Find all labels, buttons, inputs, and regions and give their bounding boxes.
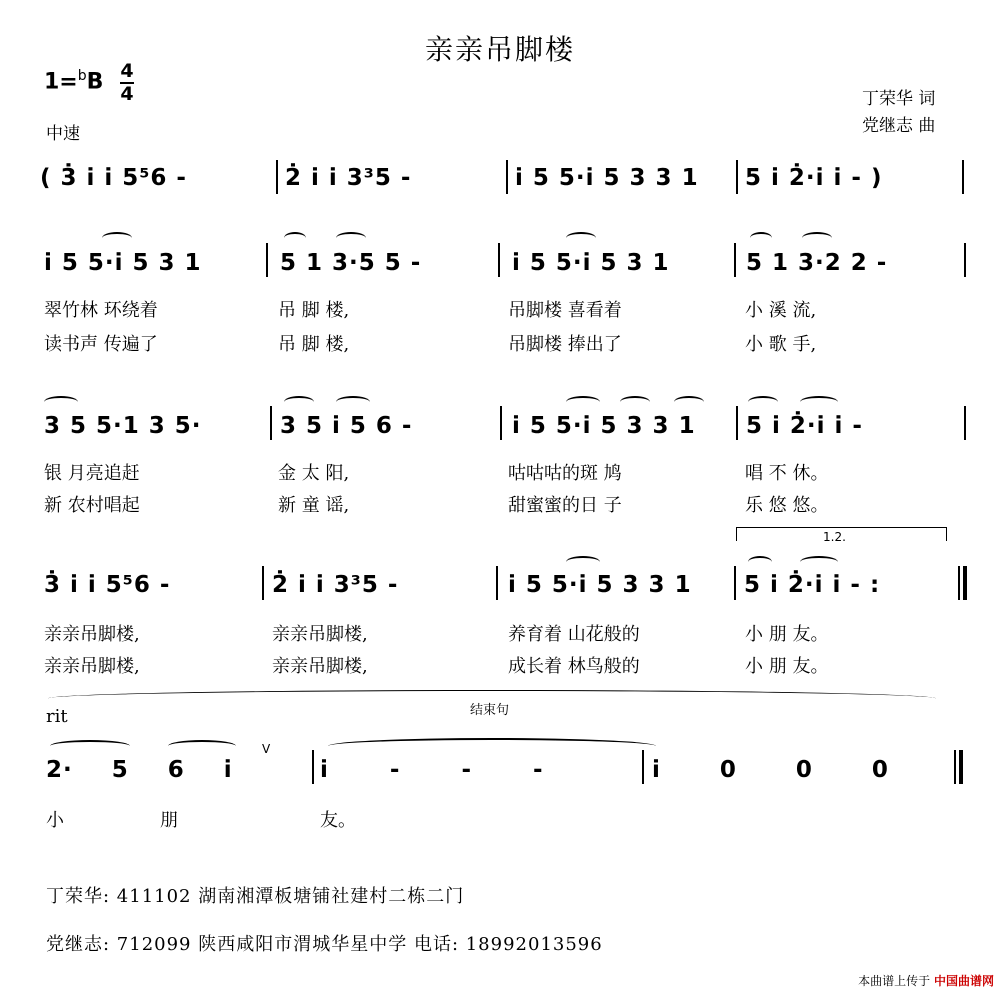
- volta-bracket-line: [736, 527, 946, 528]
- song-title: 亲亲吊脚楼: [424, 33, 575, 66]
- rit-marking: rit: [46, 706, 68, 727]
- slur: [800, 396, 838, 408]
- lyric: 银 月亮追赶: [44, 463, 140, 484]
- barline: [276, 160, 278, 194]
- volta-bracket-left: [736, 527, 737, 541]
- slur: [674, 396, 704, 408]
- barline: [734, 243, 736, 277]
- slur: [284, 396, 314, 408]
- lyric: 小 朋 友。: [745, 656, 829, 677]
- lyric: 成长着 林鸟般的: [508, 656, 640, 677]
- barline: [964, 406, 966, 440]
- key-signature: [44, 68, 103, 94]
- lyric: 亲亲吊脚楼,: [272, 656, 368, 677]
- key-prefix: 1=: [44, 69, 78, 95]
- barline: [262, 566, 264, 600]
- tie: [328, 738, 656, 754]
- slur: [102, 232, 132, 244]
- barline: [500, 406, 502, 440]
- tempo-marking: 中速: [46, 124, 80, 144]
- breath-mark: V: [262, 742, 271, 756]
- lyric: 甜蜜蜜的日 子: [508, 495, 622, 516]
- barline: [312, 750, 314, 784]
- slur: [50, 740, 130, 752]
- lyric: 新 农村唱起: [44, 495, 140, 516]
- lyric: 乐 悠 悠。: [745, 495, 829, 516]
- lyric: 亲亲吊脚楼,: [44, 656, 140, 677]
- barline: [270, 406, 272, 440]
- slur: [750, 232, 772, 244]
- lyric: 亲亲吊脚楼,: [44, 624, 140, 645]
- slur: [44, 396, 78, 408]
- lyric: 友。: [320, 810, 356, 831]
- lyric: 翠竹林 环绕着: [44, 300, 158, 321]
- final-barline-thick: [959, 750, 963, 784]
- barline: [266, 243, 268, 277]
- barline: [736, 160, 738, 194]
- measure: 2̇ i̇ i̇ 3³5 -: [285, 165, 412, 191]
- lyric: 金 太 阳,: [278, 463, 350, 484]
- lyric: 亲亲吊脚楼,: [272, 624, 368, 645]
- barline: [736, 406, 738, 440]
- lyric: 小: [46, 810, 64, 831]
- barline: [496, 566, 498, 600]
- lyric: 唱 不 休。: [745, 463, 829, 484]
- lyric: 吊脚楼 捧出了: [508, 334, 622, 355]
- lyricist-address: 丁荣华: 411102 湖南湘潭板塘铺社建村二栋二门: [46, 886, 465, 907]
- measure: 5 1 3·2 2 -: [746, 250, 888, 276]
- lyric: 小 溪 流,: [745, 300, 817, 321]
- barline: [506, 160, 508, 194]
- measure: i̇ 5 5·i̇ 5 3 1: [44, 250, 202, 276]
- key-note: B: [86, 69, 104, 95]
- lyric: 新 童 谣,: [278, 495, 350, 516]
- watermark: [858, 972, 994, 989]
- lyricist-credit: 丁荣华 词: [862, 89, 936, 109]
- repeat-barline-thin: [958, 566, 960, 600]
- slur: [168, 740, 236, 752]
- lyric: 吊脚楼 喜看着: [508, 300, 622, 321]
- slur: [336, 232, 366, 244]
- repeat-barline-thick: [963, 566, 967, 600]
- slur: [620, 396, 650, 408]
- slur: [566, 232, 596, 244]
- time-bottom: 4: [120, 83, 134, 105]
- measure: ( 3̇ i̇ i̇ 5⁵6 -: [40, 165, 187, 191]
- measure: 5 i̇ 2̇·i̇ i̇ - ): [745, 165, 883, 191]
- ending-label: 结束句: [470, 703, 510, 718]
- barline: [734, 566, 736, 600]
- composer-address: 党继志: 712099 陕西咸阳市渭城华星中学 电话: 18992013596: [46, 934, 603, 955]
- barline: [498, 243, 500, 277]
- watermark-text: 本曲谱上传于: [858, 974, 931, 988]
- slur: [748, 556, 772, 568]
- barline: [962, 160, 964, 194]
- watermark-brand: 中国曲谱网: [933, 974, 994, 988]
- composer-credit: 党继志 曲: [862, 116, 936, 136]
- lyric: 小 歌 手,: [745, 334, 817, 355]
- slur: [336, 396, 370, 408]
- measure: i̇ 0 0 0: [652, 757, 889, 783]
- measure: i̇ 5 5·i̇ 5 3 1: [512, 250, 670, 276]
- measure: i̇ - - -: [320, 757, 544, 783]
- lyric: 朋: [160, 810, 178, 831]
- barline: [964, 243, 966, 277]
- measure: 5 1 3·5 5 -: [280, 250, 422, 276]
- lyric: 小 朋 友。: [745, 624, 829, 645]
- measure: 3̇ i̇ i̇ 5⁵6 -: [44, 572, 171, 598]
- slur: [566, 556, 600, 568]
- lyric: 读书声 传遍了: [44, 334, 158, 355]
- barline: [642, 750, 644, 784]
- lyric: 养育着 山花般的: [508, 624, 640, 645]
- measure: 3 5 i̇ 5 6 -: [280, 413, 413, 439]
- measure: 2· 5 6 i̇: [46, 757, 233, 783]
- measure: 5 i̇ 2̇·i̇ i̇ -: [746, 413, 863, 439]
- measure: 3 5 5·1 3 5·: [44, 413, 202, 439]
- measure: i̇ 5 5·i̇ 5 3 3 1: [512, 413, 696, 439]
- slur: [800, 556, 838, 568]
- measure: i̇ 5 5·i̇ 5 3 3 1: [508, 572, 692, 598]
- time-signature: [120, 62, 134, 104]
- slur: [802, 232, 832, 244]
- flat-sign: b: [77, 68, 87, 84]
- lyric: 咕咕咕的斑 鸠: [508, 463, 622, 484]
- measure: 2̇ i̇ i̇ 3³5 -: [272, 572, 399, 598]
- measure: i̇ 5 5·i̇ 5 3 3 1: [515, 165, 699, 191]
- volta-bracket-right: [946, 527, 947, 541]
- measure: 5 i̇ 2̇·i̇ i̇ - :: [744, 572, 881, 598]
- volta-label: 1.2.: [823, 530, 846, 544]
- slur: [566, 396, 600, 408]
- time-top: 4: [120, 60, 134, 82]
- lyric: 吊 脚 楼,: [278, 300, 350, 321]
- lyric: 吊 脚 楼,: [278, 334, 350, 355]
- slur: [284, 232, 306, 244]
- final-barline-thin: [954, 750, 956, 784]
- slur: [748, 396, 778, 408]
